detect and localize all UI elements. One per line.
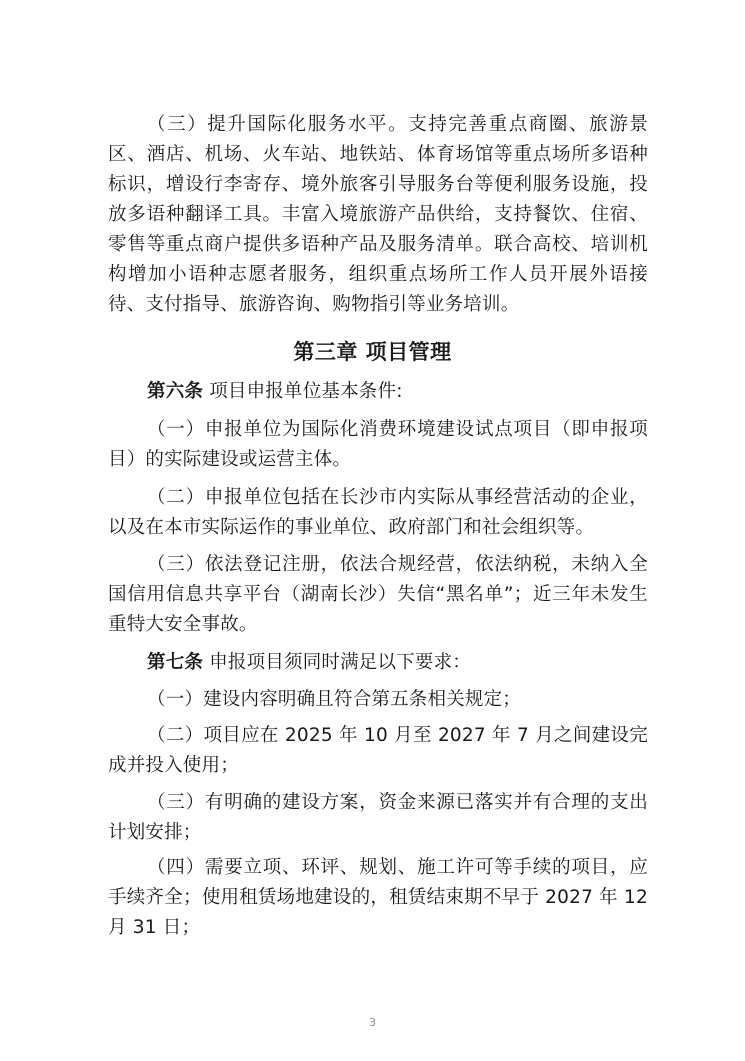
article-7-item-4: （四）需要立项、环评、规划、施工许可等手续的项目，应手续齐全；使用租赁场地建设的，租赁结束期不早于 2027 年 12 月 31 日；	[108, 857, 648, 938]
article-6-item-2: （二）申报单位包括在长沙市内实际从事经营活动的企业，以及在本市实际运作的事业单位、政府部门和社会组织等。	[108, 487, 648, 538]
page-number: 3	[369, 1016, 376, 1029]
article-7-label: 第七条	[147, 652, 204, 673]
article-7-item-2: （二）项目应在 2025 年 10 月至 2027 年 7 月之间建设完成并投入使用；	[108, 725, 648, 776]
article-7-text: 申报项目须同时满足以下要求：	[209, 652, 472, 673]
article-7	[108, 648, 648, 678]
chapter-title: 第三章 项目管理	[293, 340, 452, 364]
article-6	[108, 377, 648, 407]
article-6-item-1: （一）申报单位为国际化消费环境建设试点项目（即申报项目）的实际建设或运营主体。	[108, 419, 648, 470]
article-6-item-3: （三）依法登记注册，依法合规经营，依法纳税，未纳入全国信用信息共享平台（湖南长沙）失信“黑名单”；近三年未发生重特大安全事故。	[108, 554, 648, 635]
article-6-label: 第六条	[147, 381, 204, 402]
article-7-item-1: （一）建设内容明确且符合第五条相关规定；	[147, 689, 522, 710]
paragraph-international-service: （三）提升国际化服务水平。支持完善重点商圈、旅游景区、酒店、机场、火车站、地铁站、体育场馆等重点场所多语种标识，增设行李寄存、境外旅客引导服务台等便利服务设施，投放多语种翻译工具。丰富入境旅游产品供给，支持餐饮、住宿、零售等重点商户提供多语种产品及服务清单。联合高校、培训机构增加小语种志愿者服务，组织重点场所工作人员开展外语接待、支付指导、旅游咨询、购物指引等业务培训。	[108, 114, 648, 315]
article-7-item-3: （三）有明确的建设方案，资金来源已落实并有合理的支出计划安排；	[108, 792, 648, 843]
article-6-text: 项目申报单位基本条件:	[209, 381, 403, 402]
